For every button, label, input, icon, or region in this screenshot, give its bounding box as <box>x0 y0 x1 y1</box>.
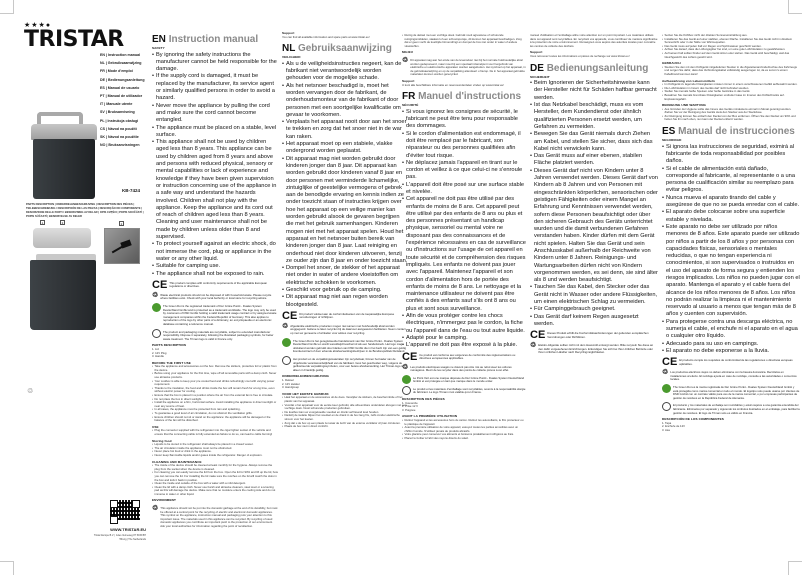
part-number-badge: 3 <box>61 221 64 225</box>
lang-code: NL <box>282 43 296 55</box>
weee-text: Los productos eléctricos viejos no deben eliminarse con la basura doméstica. Recíclelos en instalaciones al efecto. El reciclaje ayuda en caso de reciclaje, consulte a las autoridades o comercios locales. <box>670 370 797 382</box>
ce-notice <box>152 280 278 290</box>
continued-list <box>662 34 800 59</box>
parts-caption: PARTS DESCRIPTION | ONDERDELENBESCHRIJVING | DESCRIPTION DES PIÈCES | TEILEBESCHREIBUNG / DESCRIPCIÓN DE LAS PIEZAS | DESCRIÇÃO DO COMPONENTE | DESCRIZIONE DELLE PARTI / BESKRIVNING AV DELAR | OPIS CZĘŚCI | POPIS SOUČÁSTÍ | POPIS SÚČASTÍ | BESKRIVELSE AV DELER <box>26 203 144 218</box>
green-dot-notice <box>402 375 526 384</box>
language-item[interactable]: ES | Manual de usuario <box>100 85 140 90</box>
section-heading-nl <box>282 43 408 55</box>
list-item: • L'appareil ne doit pas être exposé à la pluie. <box>402 342 526 349</box>
support-text: Vous retrouvez toutes les informations et pièces de rechange sur www.tristar.eu ! <box>530 53 631 58</box>
list-item: • Clean the inside and outside of the box with a water with a mild detergent. <box>152 482 278 486</box>
heading-title: Instruction manual <box>168 34 259 45</box>
safety-title: VEILIGHEID <box>282 55 301 60</box>
section-heading-de <box>530 63 658 75</box>
plug-detail-image <box>104 222 140 264</box>
list-item: • Bewegen Sie das Gerät niemals durch Ziehen am Kabel, und stellen Sie sicher, dass sich das Kabel nicht verwickeln kann. <box>530 131 658 153</box>
part-item: 2. 12V Plug <box>152 350 167 355</box>
list-item: • Im Kühlgerät zu lagernde Flüssigkeiten müssen immer in einem verschlossenen Gefäß aufbewahrt werden. <box>662 83 800 87</box>
cleaning-list <box>662 108 800 122</box>
weee-bin-icon: ♲ <box>662 369 669 377</box>
list-item: • Adecuado para su uso en campings. <box>662 341 800 348</box>
list-item: • Liquids to be stored in the refrigerator shall always be placed in a closed vessel. <box>152 443 278 447</box>
list-item: • Setzen Sie die Kühlbox nicht der direkten Sonneneinstrahlung aus. <box>662 34 800 38</box>
product-image-coolbox <box>29 112 101 198</box>
brand-wordmark: TRISTAR <box>24 27 124 52</box>
green-dot-notice <box>282 338 408 354</box>
ce-text: Dieses Produkt erfüllt die Konformitätsanforderungen der geltenden europäischen Verordnungen oder Richtlinien. <box>547 331 649 339</box>
weee-text: Waste electrical products should not be disposed of with household waste. Please recycle where facilities exist. Check with your local Authority or local store for recycling advice. <box>160 292 272 301</box>
ce-mark-icon: CE <box>530 329 546 342</box>
storing-list <box>152 443 278 457</box>
list-item: • Si el cable de alimentación está dañado, corresponde al fabricante, al representante o a una persona de cualificación similar su reemplazo para evitar peligros. <box>662 166 800 195</box>
weee-bin-icon: ♲ <box>530 342 537 350</box>
list-item: • If the supply cord is damaged, it must be replaced by the manufacturer, its service agent or similarly qualified persons in order to avoid a hazard. <box>152 73 278 102</box>
safety-title: SEGURIDAD <box>662 138 682 143</box>
list-item: • Tauchen Sie das Kabel, den Stecker oder das Gerät nicht in Wasser oder andere Flüssigkeiten, um einen elektrischen Schlag zu vermeiden. <box>530 284 658 306</box>
storing-title: Storing food <box>152 438 172 443</box>
ce-mark-icon: CE <box>662 356 678 369</box>
heading-title: Manual de instrucciones <box>678 126 795 138</box>
triman-icon <box>662 402 671 411</box>
company-address: Tristar Europe B.V. | Jules Verneweg 87 5015 BH Tilburg | The Netherlands <box>93 534 146 541</box>
part-number-badge: 1 <box>41 221 44 225</box>
list-item: • Für Campinggebrauch geeignet. <box>530 306 658 313</box>
environment-title: ENVIRONMENT <box>152 498 176 503</box>
ce-notice <box>282 311 408 321</box>
ce-mark-icon: CE <box>402 350 418 363</box>
list-item: • Install the appliance on a firm, horizontal surface. Avoid installing the appliance in direct sunlight or near any source of heat. <box>152 401 278 408</box>
first-use-title: AVANT LA PREMIÈRE UTILISATION <box>402 414 458 419</box>
green-dot-icon <box>282 338 291 347</box>
list-item: • Auf keinen Fall sollten Kinder auf dem Gerät sitzen oder stehen. Das Gerät wird beschädigt, weil das Gleichgewicht des Lüfters gestört wird. <box>662 52 800 59</box>
language-item[interactable]: NO | Bruksanvisningen <box>100 143 140 148</box>
packaging-notice <box>402 386 526 395</box>
green-dot-notice <box>152 303 278 327</box>
lang-code: DE <box>530 62 544 74</box>
crop-mark <box>788 0 802 14</box>
list-item: • Never move the appliance by pulling the cord and make sure the cord cannot become entangled. <box>152 103 278 125</box>
list-item: • This appliance shall not be used by children aged less than 8 years. This appliance can be used by children aged from 8 years and above and persons with reduced physical, sensory or mental capabilities or lack of experience and knowledge if they have been given supervision or instruction concerning use of the appliance in a safe way and understand the hazards involved. Children shall not play with the appliance. Keep the appliance and its cord out of reach of children aged less than 8 years. Cleaning and user maintenance shall not be made by children unless older than 8 and supervised. <box>152 139 278 241</box>
part-item: 3. Handgreep <box>282 385 299 390</box>
use-list <box>152 429 278 436</box>
safety-list <box>662 144 800 356</box>
triman-icon <box>152 329 161 338</box>
brand-logo <box>24 22 124 51</box>
list-item: • Suitable for camping use. <box>152 263 278 270</box>
product-image-parts <box>30 220 100 330</box>
storing-list <box>662 83 800 101</box>
list-item: • The inside of the device should be cleaned at least monthly for the hygiene. Always remove the plug from the socket when the device is cleaned. <box>152 464 278 471</box>
lang-code: EN <box>152 34 166 45</box>
list-item: • Ensure that the box is placed in a position where the air from the external fan is free to circulate. <box>152 394 278 398</box>
list-item: • In all cases, the appliance must be protected from rain and splashing. <box>152 408 278 412</box>
weee-notice <box>530 342 658 355</box>
green-dot-icon <box>402 375 411 384</box>
safety-list <box>402 109 526 350</box>
environment-notice <box>402 57 526 77</box>
continued-text: manuel d'utilisation et l'emballage attire votre attention sur un point important. Les matériaux utilisés dans cet appareil sont recyclables. En recyclant vos appareils, vous contribuez de manière significative à la protection de notre environnement. Renseignez-vous auprès des autorités locales pour connaître les centres de collecte des déchets. <box>530 33 658 48</box>
use-title: USE <box>152 424 159 429</box>
list-item: • El aparato debe colocarse sobre una superficie estable y nivelada. <box>662 209 800 224</box>
list-item: • Aus Gründen der Hygiene sollte das Innere des Geräts mindestens einmal im Monat gereinigt werden. Ziehen Sie vor der Reinigung des Geräts stets den Stecker aus der Steckdose. <box>662 108 800 115</box>
list-item: • Take the appliance and accessories out the box. Remove the stickers, protective foil or plastic from the device. <box>152 365 278 372</box>
list-item: • Ne déplacez jamais l'appareil en tirant sur le cordon et veillez à ce que celui-ci ne s'enroule pas. <box>402 160 526 182</box>
part-lid <box>33 228 91 248</box>
list-item: • Never place hot food or drink in the appliance. <box>152 450 278 454</box>
first-use-list <box>402 419 526 441</box>
language-item[interactable]: DE | Bedienungsanleitung <box>100 77 145 82</box>
support-text: You can find all available information and spare parts at www.tristar.eu! <box>282 34 370 39</box>
support-title: Support <box>402 78 415 83</box>
list-item: • De koelbox kan uw voorgekoelde voedsel en drank verfrissend koel houden. <box>282 411 408 415</box>
list-item: • Your coolbox is able to keep your pre cooled food and drinks refreshingly cool with varying power requirement. <box>152 380 278 387</box>
list-item: • Adapté pour le camping. <box>402 335 526 342</box>
weee-notice <box>662 369 800 382</box>
list-item: • By ignoring the safety instructions the manufacturer cannot be held responsible for the damage. <box>152 52 278 74</box>
list-item: • Installieren Sie das Gerät auf einer stabilen, ebenen Fläche. Installieren Sie das Gerät nicht in direktem Sonnenlicht oder in der Nähe von Wärmequellen. <box>662 38 800 45</box>
environment-notice <box>152 505 278 529</box>
list-item: • Voordat u het apparaat voor de eerste keer gebruikt, alle afneembare onderdelen afvegen met een vochtige doek. Nooit schurende producten gebruiken. <box>282 404 408 411</box>
part-item: 1. Deksel <box>282 378 294 382</box>
list-item: • Para protegerse contra una descarga eléctrica, no sumerja el cable, el enchufe ni el aparato en el agua o cualquier otro líquido. <box>662 319 800 341</box>
column-en <box>152 30 278 529</box>
heading-title: Gebruiksaanwijzing <box>297 43 392 55</box>
ce-notice <box>530 330 658 340</box>
list-item: • Beim Ignorieren der Sicherheitshinweise kann der Hersteller nicht für Schäden haftbar gemacht werden. <box>530 80 658 102</box>
list-item: • Geschikt voor gebruik op de camping. <box>282 287 408 294</box>
list-item: • Das Gerät muss auf einer ebenen, stabilen Fläche platziert werden. <box>530 153 658 168</box>
language-item[interactable]: PL | Instrukcja obsługi <box>100 118 139 123</box>
list-item: • Dit apparaat mag niet worden gebruikt door kinderen jonger dan 8 jaar. Dit apparaat kan worden gebruikt door kinderen vanaf 8 jaar en door personen met verminderde lichamelijke, zintuiglijke of geestelijke vermogens of gebrek aan de benodigde ervaring en kennis indien ze onder toezicht staan of instructies krijgen over hoe het apparaat op een veilige manier kan worden gebruikt alsook de gevaren begrijpen die met het gebruik samenhangen. Kinderen mogen niet met het apparaat spelen. Houd het apparaat en het netsnoer buiten bereik van kinderen jonger dan 8 jaar. Laat reiniging en onderhoud niet door kinderen uitvoeren, tenzij ze ouder zijn dan 8 jaar en onder toezicht staan. <box>282 156 408 265</box>
first-use-title: VOOR HET EERSTE GEBRUIK <box>282 391 329 396</box>
safety-list <box>530 80 658 328</box>
list-item: • Afin de vous protéger contre les chocs électriques, n'immergez pas le cordon, la fiche ou l'appareil dans de l'eau ou tout autre liquide. <box>402 313 526 335</box>
qr-code[interactable] <box>110 500 140 520</box>
packaging-notice <box>152 329 278 342</box>
list-item: • Bewahren Sie niemals brennbare Flüssigkeiten und/oder Gase im Inneren des Kühlschranks auf. Explosionsgefahr. <box>662 94 800 101</box>
part-item: 3. Poignée <box>402 407 416 412</box>
language-item[interactable]: PT | Manual de utilizador <box>100 93 143 98</box>
storing-title: Aufbewahrung von Lebensmitteln <box>662 78 715 83</box>
list-item: • Do not place the box in direct sunlight. <box>152 398 278 402</box>
part-item: 1. Tapa <box>662 420 672 425</box>
list-item: • Zorg dat u de box op een plaats zet waar de lucht van de externe ventilator vrij kan circuleren. <box>282 422 408 426</box>
list-item: • Dit apparaat mag niet aan regen worden blootgesteld. <box>282 294 408 309</box>
list-item: • To guarantee a good level of air circulation, do not obstruct the ventilation grills. <box>152 412 278 416</box>
ce-text: El producto cumple los requisitos de conformidad de las regulaciones o directivas europeas aplicables. <box>679 358 793 366</box>
section-heading-es <box>662 126 800 138</box>
green-dot-text: The Green Dot is het geregistreerde handelsmerk van Der Grüne Punkt - Duales System Deutschland GmbH en wordt wereldwijd beschermd als een handelsmerk. Het logo mag uitsluitend worden gebruikt door klanten van DSD GmbH die in het bezit zijn van een geldig licentiecontract of door erkende afvalverwerkingsbedrijven in de Bondsrepubliek Duitsland. <box>293 338 407 354</box>
green-dot-text: The Green Dot is the registered trademark of Der Grüne Punkt - Duales System Deutschland GmbH and is protected as a trademark worldwide. The logo may only be used by customers of DSD GmbH holding a valid trademark usage contract or by assigned waste management companies within the Federal Republic of Germany. This also applies to reproduction of the logo by other parts of a dictionary, an encyclopaedia or an electronic database containing a reference manual. <box>163 303 277 326</box>
support-text: U kunt alle beschikbare informatie en reserveonderdelen vinden op www.tristar.eu! <box>402 82 504 87</box>
list-item: • Thanks to the insulation, the food and drinks inside the box will remain fresh for a long time, even without electric power for cooling. <box>152 387 278 394</box>
cleaning-title: CLEANING AND MAINTENANCE <box>152 459 202 464</box>
brand-stars: ★★★● <box>24 22 52 29</box>
weee-notice <box>402 364 526 373</box>
support-title: Support <box>530 50 543 55</box>
ce-mark-icon: CE <box>282 309 298 322</box>
list-item: • Avant la première utilisation de votre appareil, essuyez toutes les parties amovibles avec un chiffon humide. N'utilisez jamais de produits abrasifs. <box>402 426 526 433</box>
part-body <box>30 260 96 330</box>
qr-finder <box>110 516 118 524</box>
parts-title: PARTS DESCRIPTION <box>152 343 186 348</box>
language-item[interactable]: NL | Gebruiksaanwijzing <box>100 61 142 66</box>
qr-finder <box>110 500 118 508</box>
list-item: • Este aparato no debe ser utilizado por niños menores de 8 años. Este aparato puede ser utilizado por niños a partir de los 8 años y por personas con capacidades físicas, sensoriales o mentales reducidas, o que no tengan experiencia ni conocimientos, si son supervisados o instruidos en el uso del aparato de forma segura y entienden los riesgos implicados. Los niños no pueden jugar con el aparato. Mantenga el aparato y el cable fuera del alcance de los niños menores de 8 años. Los niños no podrán realizar la limpieza ni el mantenimiento reservado al usuario a menos que tengan más de 8 años y cuenten con supervisión. <box>662 224 800 319</box>
crop-mark <box>788 561 802 575</box>
list-item: • Das Gerät darf keinem Regen ausgesetzt werden. <box>530 314 658 329</box>
list-item: • Das Gerät muss auf jeden Fall vor Regen und Spritzwasser geschützt werden. <box>662 45 800 49</box>
language-item[interactable]: FR | Mode d'emploi <box>100 69 133 74</box>
green-dot-text: The Green Dot es la marca registrada de Der Grüne Punkt - Duales System Deutschland GmbH y está protegida como marca comercial en todo el mundo. El logotipo solo puede usarse por clientes de DSD GmbH con un contrato válido para uso de la marca comercial, o por empresas participantes de gestión de residuos en la República Federal de Alemania. <box>673 385 800 400</box>
packaging-text: El producto y los materiales de embalaje son reciclables y están sujetos a una garantía extendida del fabricante. Elimínelos por separado y siguiendo los símbolos ilustrados en el embalaje, para facilitar la gestión de residuos. El logo de Triman solo es válido en Francia. <box>673 403 800 415</box>
list-item: • Stecken Sie den mit dem Kühlgerät mitgelieferten Stecker in die Zigarettenanzünderbuchse des Fahrzeugs und sorgen Sie dafür, dass das Verbindungskabel vollständig ausgezogen ist, da es sonst zu einem Kabelbrand kommen kann! <box>662 66 800 77</box>
list-item: • El aparato no debe exponerse a la lluvia. <box>662 348 800 355</box>
support-title: Support <box>282 31 295 35</box>
column-es <box>662 34 800 433</box>
ce-mark-icon: CE <box>152 278 168 291</box>
list-item: • Achten Sie darauf, dass die Lüftungsgitter frei sind, um eine gute Luftzirkulation zu gewährleisten. <box>662 48 800 52</box>
language-item[interactable]: SK | Návod na použitie <box>100 134 139 139</box>
heading-title: Manuel d'instructions <box>418 91 522 103</box>
weee-bin-icon: ♲ <box>402 56 409 64</box>
ce-text: Ce produit est conforme aux exigences de conformité des réglementations ou directives européennes applicables. <box>419 352 516 361</box>
ce-text: Dit product voldoet aan de conformiteitseisen van de toepasselijke Europese verordeningen of richtlijnen. <box>299 311 395 320</box>
language-item[interactable]: SV | Bruksanvisning <box>100 110 135 115</box>
list-item: • The air circulation inside the appliance must not be obstructed. <box>152 447 278 451</box>
list-item: • Never keep flammable liquids and/or gases inside the refrigerator. Danger of explosion. <box>152 454 278 458</box>
weee-bin-icon: ♲ <box>152 505 159 513</box>
weee-text: Afgedankte elektrische producten mogen niet samen met huishoudelijk afval worden weggegooid. Gelieve te laten recyclen bij de daarvoor aangewezen faciliteiten. Neem contact op met uw gemeente of winkelier voor advies over recycling. <box>290 323 406 336</box>
list-item: • For cleaning you can easily remove the lid from the box. Open the lid for 90% and lift up the lid, how you can remove the lid. For installing the lid make sure the notches on the lid will match the slots in the box and lock it back in position. <box>152 471 278 482</box>
lang-code: FR <box>402 91 416 103</box>
packaging-notice <box>282 356 408 372</box>
triman-icon <box>402 386 411 395</box>
list-item: • Placez le boîtier à l'abri des rayons directs du soleil. <box>402 437 526 441</box>
safety-list <box>152 52 278 278</box>
list-item: • Si ignora las instrucciones de seguridad, eximirá al fabricante de toda responsabilidad por posibles daños. <box>662 144 800 166</box>
triman-icon <box>282 356 291 365</box>
list-item: • The appliance shall not be exposed to rain. <box>152 271 278 278</box>
list-item: • Votre glacière peut conserver vos aliments et boissons préalablement réfrigérés au frais. <box>402 433 526 437</box>
language-item[interactable]: EN | Instruction manual <box>100 53 141 57</box>
lang-code: ES <box>662 126 676 138</box>
coolbox-lid <box>31 124 97 140</box>
weee-notice <box>152 292 278 301</box>
list-item: • Dieses Gerät darf nicht von Kindern unter 8 Jahren verwendet werden. Dieses Gerät darf von Kindern ab 8 Jahren und von Personen mit eingeschränkten körperlichen, sensorischen oder geistigen Fähigkeiten oder einem Mangel an Erfahrung und Kenntnissen verwendet werden, sofern diese Personen beaufsichtigt oder über den sicheren Gebrauch des Geräts unterrichtet wurden und die damit verbundenen Gefahren verstanden haben. Kinder dürfen mit dem Gerät nicht spielen. Halten Sie das Gerät und sein Anschlusskabel außerhalb der Reichweite von Kindern unter 8 Jahren. Reinigungs- und Wartungsarbeiten dürfen nicht von Kindern vorgenommen werden, es sei denn, sie sind älter als 8 und werden beaufsichtigt. <box>530 168 658 285</box>
green-dot-text: Le Point Vert est une marque déposée de Der Grüne Punkt - Duales System Deutschland GmbH et est protégée en tant que marque dans le monde entier. <box>413 375 525 384</box>
website-link[interactable]: WWW.TRISTAR.EU <box>110 527 146 532</box>
part-item: 2. 12V stekker <box>282 381 300 386</box>
cover-panel <box>0 0 150 575</box>
section-heading-fr <box>402 91 526 103</box>
list-item: • Dompel het snoer, de stekker of het apparaat niet onder in water of andere vloeistoffen om elektrische schokken te voorkomen. <box>282 265 408 287</box>
packaging-text: Le produit et les matériaux d'emballage sont recyclables, soumis à la responsabilité élargie du fabricant. Le logo Triman n'est valable qu'en France. <box>413 386 526 395</box>
green-dot-icon <box>662 384 671 393</box>
list-item: • Haal het apparaat en de accessoires uit de doos. Verwijder de stickers, de beschermfolie of het plastic van het apparaat. <box>282 396 408 403</box>
list-item: • Zur Reinigung können Sie einfach den Deckel von der Box entfernen. Öffnen Sie den Deckel um 90% und heben Sie ihn nach oben, nun kann der Deckel entfernt werden. <box>662 115 800 122</box>
weee-bin-icon: ♲ <box>27 388 34 395</box>
first-use-list <box>152 365 278 423</box>
part-item: 2. Prise 12 V <box>402 404 419 409</box>
list-item: • Ensure children should not sit or stand on the appliance: the appliance will be damaged or the balance of the fan will be disturbed. <box>152 416 278 423</box>
coolbox-body <box>33 139 95 199</box>
list-item: • Verplaats het apparaat nooit door aan het snoer te trekken en zorg dat het snoer niet in de war kan raken. <box>282 119 408 141</box>
parts-title: DESCRIPTION DES PIÈCES <box>402 397 445 402</box>
safety-title: SAFETY <box>152 46 165 50</box>
packaging-notice <box>662 402 800 415</box>
first-use-title: BEFORE THE FIRST USE <box>152 360 191 365</box>
language-item[interactable]: IT | Manuale utente <box>100 102 133 107</box>
weee-text: Elektro-Altgeräte sollten nicht mit dem Hausmüll entsorgt werden. Bitte recyceln Sie diese an den dafür vorgesehenen Einrichtungen. Erkundigen Sie sich bei Ihrer örtlichen Behörde oder Ihrem örtlichen Händler nach Recyclingmöglichkeiten. <box>538 343 654 355</box>
list-item: • Stellen Sie niemals heiße Speisen oder heiße Getränke in das Gerät. <box>662 90 800 94</box>
column-nl <box>282 32 408 429</box>
green-dot-icon <box>152 303 161 312</box>
list-item: • Plug the connector supplied with the refrigerator into the cigar lighter socket of the vehicle and ensure that the connecting cable is fully extended as failure to do so, can lead to cable burning! <box>152 429 278 436</box>
list-item: • Dankzij de isolatie blijven het voedsel en de drank in de box lang fris, zelfs zonder elektrische stroom voor het koelen. <box>282 414 408 421</box>
section-heading-en <box>152 34 278 46</box>
qr-finder <box>132 500 140 508</box>
packaging-text: The product and packaging materials are recyclable, subject to extended manufacturer responsibility. Dispose it separately, following the illustrated packaging symbols, for better waste treatment. The Triman logo is valid in France only. <box>163 329 274 341</box>
use-list <box>662 66 800 77</box>
list-item: • Ist das Netzkabel beschädigt, muss es vom Hersteller, dem Kundendienst oder ähnlich qualifizierten Personen ersetzt werden, um Gefahren zu vermeiden. <box>530 102 658 131</box>
list-item: • The appliance must be placed on a stable, level surface. <box>152 125 278 140</box>
ce-text: This product complies with conformity requirements of the applicable European regulations or directives. <box>169 280 268 289</box>
cleaning-title: REINIGUNG UND WARTUNG <box>662 103 707 108</box>
parts-title: ONDERDELENBESCHRIJVING <box>282 374 330 379</box>
environment-text: Dit apparaat mag aan het einde van de levensduur niet bij het normale huishoudelijke afval worden gedeponeerd, maar moet bij een speciaal inzamelpunt voor hergebruik van elektrische en elektronische apparaten worden aangeboden. Het symbool op het apparaat, in de gebruiksaanwijzing en op de verpakking attendeert u hierop. De in het apparaat gebruikte materialen kunnen worden gerecycled. <box>410 57 526 77</box>
parts-title: DESCRIPCIÓN DE LOS COMPONENTES <box>662 417 724 422</box>
part-item: 1. Lid <box>152 346 159 351</box>
weee-notice <box>282 323 408 336</box>
column-fr <box>402 34 526 441</box>
environment-title: MILIEU <box>402 50 414 55</box>
ce-notice <box>402 352 526 362</box>
safety-title: SICHERHEIT <box>530 74 550 79</box>
safety-title: SÉCURITÉ <box>402 103 419 108</box>
part-item: 3. Asa <box>662 427 670 432</box>
part-item: 3. Handle <box>152 354 164 359</box>
weee-bin-icon: ♲ <box>402 363 409 371</box>
green-dot-notice <box>662 384 800 400</box>
safety-list <box>282 61 408 309</box>
list-item: • L'appareil doit être posé sur une surface stable et nivelée. <box>402 182 526 197</box>
first-use-list <box>282 396 408 428</box>
packaging-text: Het product en de verpakkingsmaterialen zijn recyclebaar, binnen het kader van de uitgebreide verantwoordelijkheid van de fabrikant. Gooi het gescheiden weg, volgens de geïllustreerde verpakkingssymbolen, voor een betere afvalverwerking. Het Triman-logo is alleen in Frankrijk geldig. <box>293 357 404 372</box>
ce-notice <box>662 357 800 367</box>
list-item: • Die Luftzirkulation im Innern des Geräts darf nicht behindert werden. <box>662 87 800 91</box>
list-item: • Si le cordon d'alimentation est endommagé, il doit être remplacé par le fabricant, son réparateur ou des personnes qualifiées afin d'éviter tout risque. <box>402 131 526 160</box>
part-number-badge: 2 <box>120 222 123 226</box>
list-item: • Reinig de deksel met een vochtige doek. Gebruik nooit agressieve of schurende reinigingsmiddelen, staalwol of een schuursponsje, dit kunnen het apparaat beschadigen. Zorg dat er geen vocht de koelzijde binnendringt en dompel de box niet onder in water of andere vloeistoffen. <box>402 34 526 48</box>
continued-list <box>402 34 526 48</box>
language-item[interactable]: CS | Návod na použití <box>100 126 137 131</box>
list-item: • Plaats de box niet in direct zonlicht. <box>282 425 408 429</box>
list-item: • Cet appareil ne doit pas être utilisé par des enfants de moins de 8 ans. Cet appareil peut être utilisé par des enfants de 8 ans ou plus et des personnes présentant un handicap physique, sensoriel ou mental voire ne disposant pas des connaissances et de l'expérience nécessaires en cas de surveillance ou d'instructions sur l'usage de cet appareil en toute sécurité et de compréhension des risques impliqués. Les enfants ne doivent pas jouer avec l'appareil. Maintenez l'appareil et son cordon d'alimentation hors de portée des enfants de moins de 8 ans. Le nettoyage et la maintenance utilisateur ne doivent pas être confiés à des enfants sauf s'ils ont 8 ans ou plus et sont sous surveillance. <box>402 196 526 313</box>
part-item: 2. Enchufe de 12V <box>662 424 686 429</box>
cleaning-list <box>152 464 278 496</box>
weee-text: Les produits électriques usagés ne doivent pas être mis au rebut avec les ordures ménagères. Merci de les recycler dans des points de collecte prévus à cet effet. <box>410 364 512 373</box>
weee-bin-icon: ♲ <box>282 322 289 330</box>
model-number: KB-7424 <box>122 188 141 193</box>
column-de <box>530 34 658 355</box>
list-item: • Als het netsnoer beschadigd is, moet het worden vervangen door de fabrikant, de onderhoudsmonteur van de fabrikant of door personen met een soortgelijke kwalificatie om gevaar te voorkomen. <box>282 83 408 119</box>
list-item: • Als u de veiligheidsinstructies negeert, kan de fabrikant niet verantwoordelijk worden gehouden voor de mogelijke schade. <box>282 61 408 83</box>
list-item: • Retirez l'appareil et les accessoires hors du carton. Retirez les autocollants, le film protecteur ou le plastique de l'appareil. <box>402 419 526 426</box>
list-item: • Clean the lid with a damp cloth. Never use harsh and abrasive cleaners, steel wool or a scouring pad as this will damage the device. Make sure that no moisture enters the cooling side and do not immerse in water or other liquid. <box>152 486 278 497</box>
use-title: GEBRAUCH <box>662 61 681 66</box>
weee-bin-icon: ♲ <box>152 291 159 299</box>
environment-text: This appliance should not be put into the domestic garbage at the end of its durability, but must be offered at a central point for the recycling of electric and electronic domestic appliances. This symbol on the appliance, instruction manual and packaging puts your attention to this important issue. The materials used in this appliance can be recycled. By recycling of used domestic appliances you contribute an important push to the protection of our environment. Ask your local authorities for information regarding the point of recollection. <box>160 506 278 529</box>
list-item: • Het apparaat moet op een stabiele, vlakke ondergrond worden geplaatst. <box>282 141 408 156</box>
language-list <box>100 51 150 149</box>
list-item: • To protect yourself against an electric shock, do not immerse the cord, plug or appliance in the water or any other liquid. <box>152 241 278 263</box>
heading-title: Bedienungsanleitung <box>546 62 649 74</box>
list-item: • Before using your appliance for the first time, wipe off all removable parts with a damp cloth. Never use abrasive products. <box>152 372 278 379</box>
list-item: • Nunca mueva el aparato tirando del cable y asegúrese de que no se pueda enredar con el cable. <box>662 195 800 210</box>
part-item: 1. Couvercle <box>402 400 418 405</box>
list-item: • Si vous ignorez les consignes de sécurité, le fabricant ne peut être tenu pour responsable des dommages. <box>402 109 526 131</box>
